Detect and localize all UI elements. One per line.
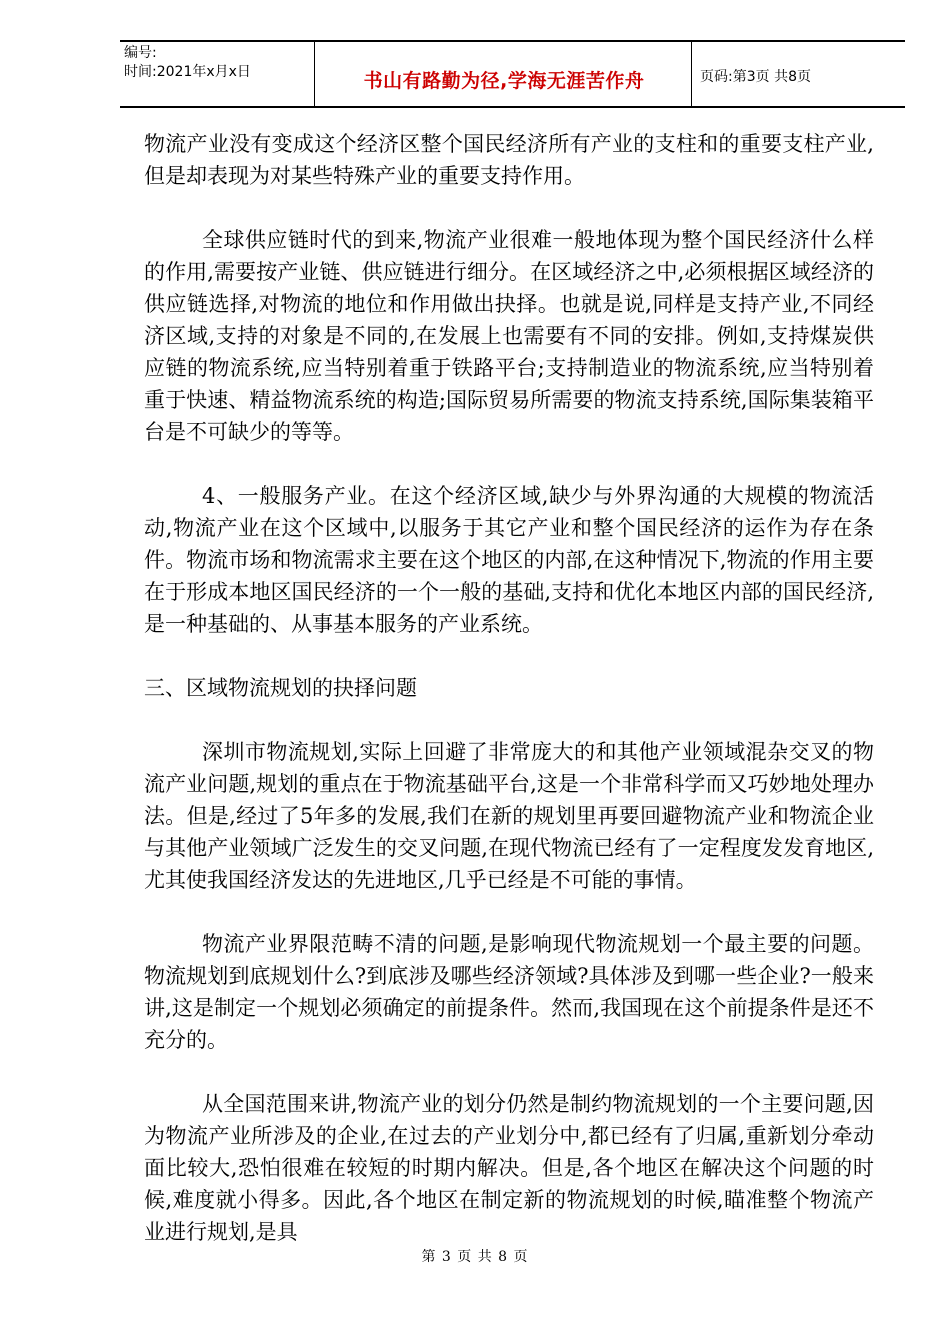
paragraph: 深圳市物流规划,实际上回避了非常庞大的和其他产业领域混杂交叉的物流产业问题,规划的重点在于物流基础平台,这是一个非常科学而又巧妙地处理办法。但是,经过了5年多的发展,我们在新的规划里再要回避物流产业和物流企业与其他产业领域广泛发生的交叉问题,在现代物流已经有了一定程度发发育地区,尤其使我国经济发达的先进地区,几乎已经是不可能的事情。 (144, 740, 874, 892)
document-body (144, 128, 874, 1248)
header-divider-left (314, 40, 315, 108)
header-bottom-rule (120, 106, 905, 108)
paragraph: 从全国范围来讲,物流产业的划分仍然是制约物流规划的一个主要问题,因为物流产业所涉及的企业,在过去的产业划分中,都已经有了归属,重新划分牵动面比较大,恐怕很难在较短的时期内解决。但是,各个地区在解决这个问题的时候,难度就小得多。因此,各个地区在制定新的物流规划的时候,瞄准整个物流产业进行规划,是具 (144, 1092, 874, 1244)
paragraph: 物流产业没有变成这个经济区整个国民经济所有产业的支柱和的重要支柱产业,但是却表现为对某些特殊产业的重要支持作用。 (144, 132, 874, 188)
header-divider-right (691, 40, 692, 108)
header-motto: 书山有路勤为径,学海无涯苦作舟 (363, 70, 645, 92)
document-number-label: 编号: (124, 45, 157, 61)
header-page-label: 页码:第3页 共8页 (700, 69, 811, 85)
paragraph: 4、一般服务产业。在这个经济区域,缺少与外界沟通的大规模的物流活动,物流产业在这个区域中,以服务于其它产业和整个国民经济的运作为存在条件。物流市场和物流需求主要在这个地区的内部,在这种情况下,物流的作用主要在于形成本地区国民经济的一个一般的基础,支持和优化本地区内部的国民经济,是一种基础的、从事基本服务的产业系统。 (144, 484, 874, 636)
section-heading: 三、区域物流规划的抉择问题 (144, 676, 417, 700)
document-time-label: 时间:2021年x月x日 (124, 64, 251, 80)
header-meta (124, 44, 310, 82)
header-top-rule (120, 40, 905, 42)
paragraph: 物流产业界限范畴不清的问题,是影响现代物流规划一个最主要的问题。物流规划到底规划什么?到底涉及哪些经济领域?具体涉及到哪一些企业?一般来讲,这是制定一个规划必须确定的前提条件。然而,我国现在这个前提条件是还不充分的。 (144, 932, 874, 1052)
page-footer: 第 3 页 共 8 页 (421, 1249, 529, 1265)
paragraph: 全球供应链时代的到来,物流产业很难一般地体现为整个国民经济什么样的作用,需要按产业链、供应链进行细分。在区域经济之中,必须根据区域经济的供应链选择,对物流的地位和作用做出抉择。也就是说,同样是支持产业,不同经济区域,支持的对象是不同的,在发展上也需要有不同的安排。例如,支持煤炭供应链的物流系统,应当特别着重于铁路平台;支持制造业的物流系统,应当特别着重于快速、精益物流系统的构造;国际贸易所需要的物流支持系统,国际集装箱平台是不可缺少的等等。 (144, 228, 874, 444)
